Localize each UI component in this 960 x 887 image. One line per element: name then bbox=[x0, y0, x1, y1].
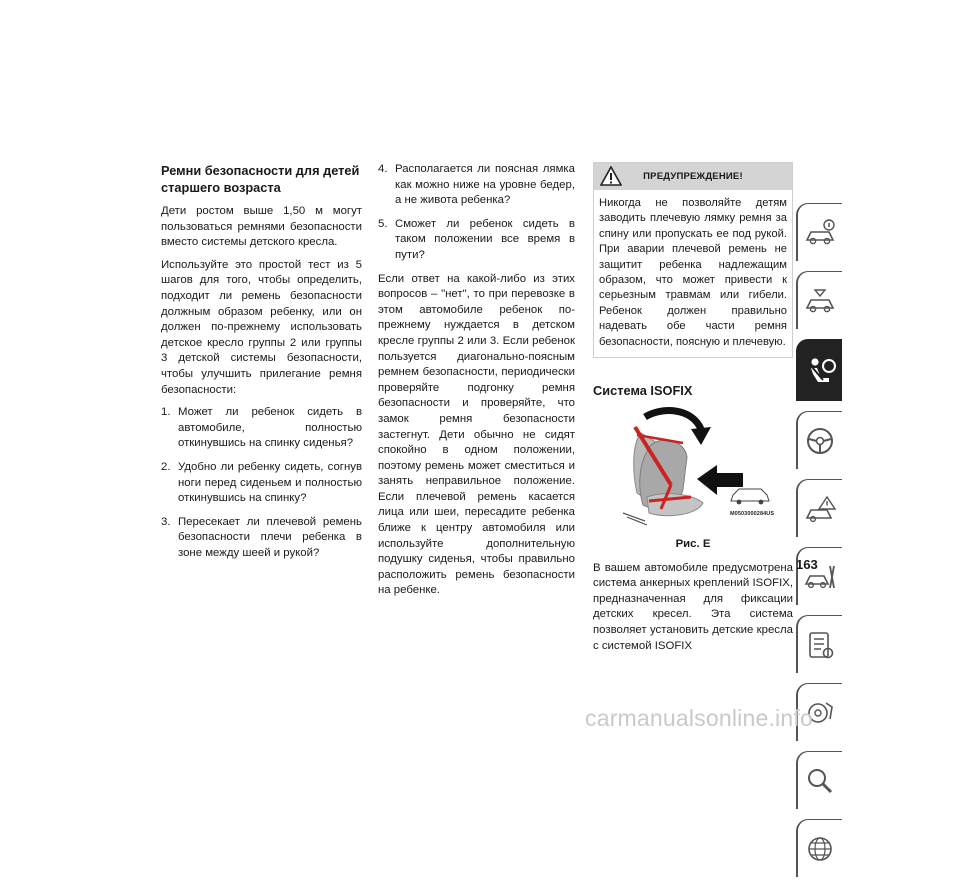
intro-paragraph: Дети ростом выше 1,50 м могут пользоваться ремнями безопасности вместо системы детского кресла. bbox=[161, 205, 362, 249]
test-steps-list-continued bbox=[378, 162, 575, 264]
column-right bbox=[593, 162, 793, 661]
test-step bbox=[378, 162, 575, 209]
isofix-paragraph: В вашем автомобиле предусмотрена система анкерных креплений ISOFIX, предназначенная для фиксации детских кресел. Эта система позволяет установить детские кресла с системой ISOFIX bbox=[593, 561, 793, 652]
step-number: 3. bbox=[161, 515, 171, 528]
step-number: 4. bbox=[378, 163, 388, 175]
step-text: Располагается ли поясная лямка как можно ниже на уровне бедер, а не живота ребенка? bbox=[395, 163, 575, 207]
emergency-car-icon bbox=[803, 494, 837, 524]
conclusion-paragraph: Если ответ на какой-либо из этих вопросов – "нет", то при перевозке в этом автомобиле ребенок по-прежнему нуждается в детском кресле группы 2 или 3. Если ребенок пользуется диагонально-поясным ремнем безопасности, периодически проверяйте подгонку ремня безопасности и проверяйте, что замок ремня безопасности застегнут. Дети обычно не сидят спокойно в одном положении, поэтому ремень может сместиться и занять неправильное положение. Если плечевой ремень касается лица или шеи, пересадите ребенка ближе к центру автомобиля или используйте дополнительную подушку сиденья, чтобы правильно расположить ремень безопасности на ребенке. bbox=[378, 272, 575, 597]
step-text: Удобно ли ребенку сидеть, согнув ноги перед сиденьем и полностью откинувшись на спинку? bbox=[178, 460, 362, 505]
language-icon bbox=[804, 833, 836, 865]
test-step bbox=[161, 405, 362, 452]
chapter-tabs bbox=[796, 203, 842, 887]
tab-car-controls[interactable] bbox=[796, 271, 842, 329]
tab-driving[interactable] bbox=[796, 411, 842, 469]
steering-wheel-icon bbox=[804, 425, 836, 457]
step-number: 1. bbox=[161, 406, 171, 419]
tab-specifications[interactable] bbox=[796, 615, 842, 673]
section-title-older-children: Ремни безопасности для детей старшего возраста bbox=[161, 163, 360, 195]
tab-emergency[interactable] bbox=[796, 479, 842, 537]
test-intro-paragraph: Используйте это простой тест из 5 шагов для того, чтобы определить, подходит ли ремень безопасности должным образом ребенку, или он должен по-прежнему использовать детское кресло группы 2 или группы 3 детской системы безопасности, чтобы улучшить прилегание ремня безопасности: bbox=[161, 258, 362, 396]
isofix-figure bbox=[593, 405, 793, 535]
figure-code: M0503000284US bbox=[730, 511, 775, 518]
warning-box bbox=[593, 162, 793, 358]
tab-car-info[interactable] bbox=[796, 203, 842, 261]
airbag-safety-icon bbox=[803, 354, 837, 388]
step-number: 5. bbox=[378, 217, 388, 230]
test-step bbox=[161, 515, 362, 562]
car-info-icon bbox=[803, 218, 837, 248]
warning-header bbox=[594, 163, 792, 190]
watermark-text: carmanualsonline.info bbox=[585, 705, 813, 731]
warning-triangle-icon bbox=[600, 166, 622, 186]
step-text: Пересекает ли плечевой ремень безопасности плечи ребенка в зоне между шеей и рукой? bbox=[178, 515, 362, 559]
test-step bbox=[378, 217, 575, 264]
tab-languages[interactable] bbox=[796, 819, 842, 877]
step-text: Сможет ли ребенок сидеть в таком положении все время в пути? bbox=[395, 217, 575, 261]
column-middle bbox=[378, 162, 575, 606]
test-steps-list bbox=[161, 405, 362, 561]
warning-title: ПРЕДУПРЕЖДЕНИЕ! bbox=[643, 170, 743, 182]
step-text: Может ли ребенок сидеть в автомобиле, полностью откинувшись на спинку сиденья? bbox=[178, 406, 362, 450]
tab-service[interactable] bbox=[796, 547, 842, 605]
tab-safety[interactable] bbox=[796, 339, 842, 401]
page-number: 163 bbox=[796, 557, 818, 572]
search-index-icon bbox=[804, 765, 836, 797]
step-number: 2. bbox=[161, 460, 171, 473]
column-left bbox=[161, 162, 362, 569]
car-controls-icon bbox=[803, 286, 837, 316]
tab-index[interactable] bbox=[796, 751, 842, 809]
test-step bbox=[161, 460, 362, 507]
specifications-list-icon bbox=[804, 629, 836, 661]
figure-caption: Рис. E bbox=[675, 538, 711, 551]
section-title-isofix: Система ISOFIX bbox=[593, 383, 693, 399]
warning-text: Никогда не позволяйте детям заводить плечевую лямку ремня за спину или пропускать ее под рукой. При аварии плечевой ремень не защитит ребенка надлежащим образом, что может привести к серьезным травмам или гибели. Ребенок должен правильно надевать обе части ремня безопасности, поясную и плечевую. bbox=[599, 197, 787, 348]
